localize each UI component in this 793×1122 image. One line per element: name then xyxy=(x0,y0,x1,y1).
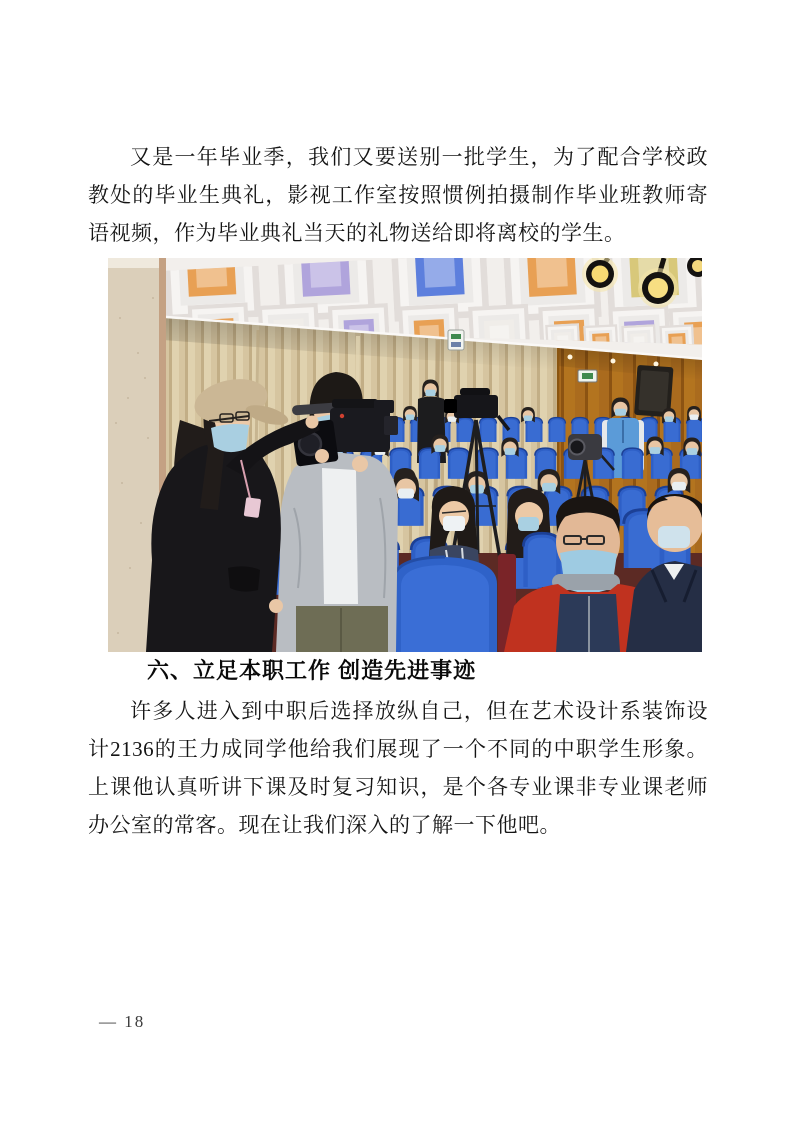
section-heading: 六、立足本职工作 创造先进事迹 xyxy=(147,658,477,683)
front-empty-chair xyxy=(393,557,497,652)
exit-sign xyxy=(578,370,597,382)
event-photo xyxy=(108,258,702,652)
wall-sign xyxy=(448,330,464,350)
cameraman-gray-jacket xyxy=(276,372,398,652)
page-number: — 18 xyxy=(99,1012,146,1031)
paragraph-intro: 又是一年毕业季，我们又要送别一批学生，为了配合学校政教处的毕业生典礼，影视工作室按照惯例拍摄制作毕业班教师寄语视频，作为毕业典礼当天的礼物送给即将离校的学生。 xyxy=(88,145,708,245)
photo-illustration xyxy=(108,258,702,652)
paragraph-section: 许多人进入到中职后选择放纵自己，但在艺术设计系装饰设计2136的王力成同学他给我们展现了一个不同的中职学生形象。上课他认真听讲下课及时复习知识，是个各专业课非专业课老师办公室的常客。现在让我们深入的了解一下他吧。 xyxy=(88,699,708,837)
